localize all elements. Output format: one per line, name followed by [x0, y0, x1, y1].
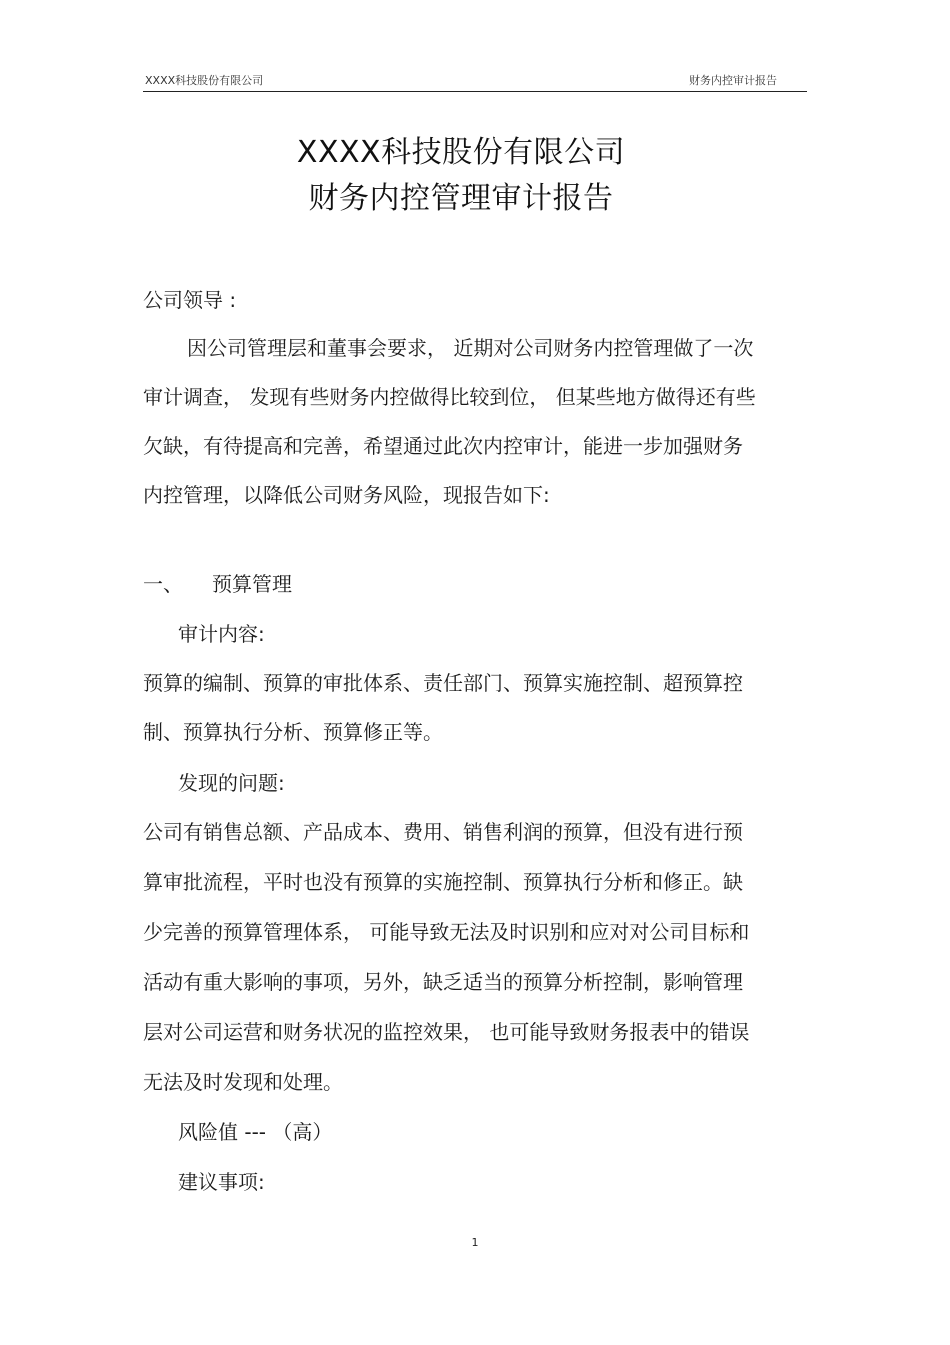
page-number: 1: [471, 1236, 479, 1249]
issues-line-1: 公司有销售总额、产品成本、费用、销售利润的预算，但没有进行预: [143, 820, 743, 844]
section-number: 一、: [143, 572, 183, 596]
section-heading: 预算管理: [212, 572, 292, 596]
issues-label: 发现的问题:: [178, 771, 285, 795]
document-title-report: 财务内控管理审计报告: [308, 181, 614, 216]
header-company-name: XXXX科技股份有限公司: [145, 74, 264, 87]
audit-content-label: 审计内容:: [178, 622, 265, 646]
document-title-company: XXXX科技股份有限公司: [296, 135, 626, 170]
intro-line-2: 审计调查， 发现有些财务内控做得比较到位， 但某些地方做得还有些: [143, 385, 756, 409]
intro-line-3: 欠缺，有待提高和完善，希望通过此次内控审计，能进一步加强财务: [143, 434, 743, 458]
page-header: [143, 68, 807, 92]
issues-line-4: 活动有重大影响的事项，另外，缺乏适当的预算分析控制，影响管理: [143, 970, 743, 994]
recommendation-label: 建议事项:: [178, 1170, 265, 1194]
issues-line-6: 无法及时发现和处理。: [143, 1070, 343, 1094]
header-report-name: 财务内控审计报告: [689, 74, 777, 87]
issues-line-5: 层对公司运营和财务状况的监控效果， 也可能导致财务报表中的错误: [143, 1020, 750, 1044]
audit-content-line-1: 预算的编制、预算的审批体系、责任部门、预算实施控制、超预算控: [143, 671, 743, 695]
risk-value: 风险值 --- （高）: [178, 1120, 333, 1144]
salutation: 公司领导 :: [143, 288, 237, 312]
audit-content-line-2: 制、预算执行分析、预算修正等。: [143, 720, 443, 744]
intro-line-1: 因公司管理层和董事会要求， 近期对公司财务内控管理做了一次: [187, 336, 754, 360]
issues-line-2: 算审批流程，平时也没有预算的实施控制、预算执行分析和修正。缺: [143, 870, 743, 894]
issues-line-3: 少完善的预算管理体系， 可能导致无法及时识别和应对对公司目标和: [143, 920, 750, 944]
intro-line-4: 内控管理，以降低公司财务风险，现报告如下:: [143, 483, 550, 507]
